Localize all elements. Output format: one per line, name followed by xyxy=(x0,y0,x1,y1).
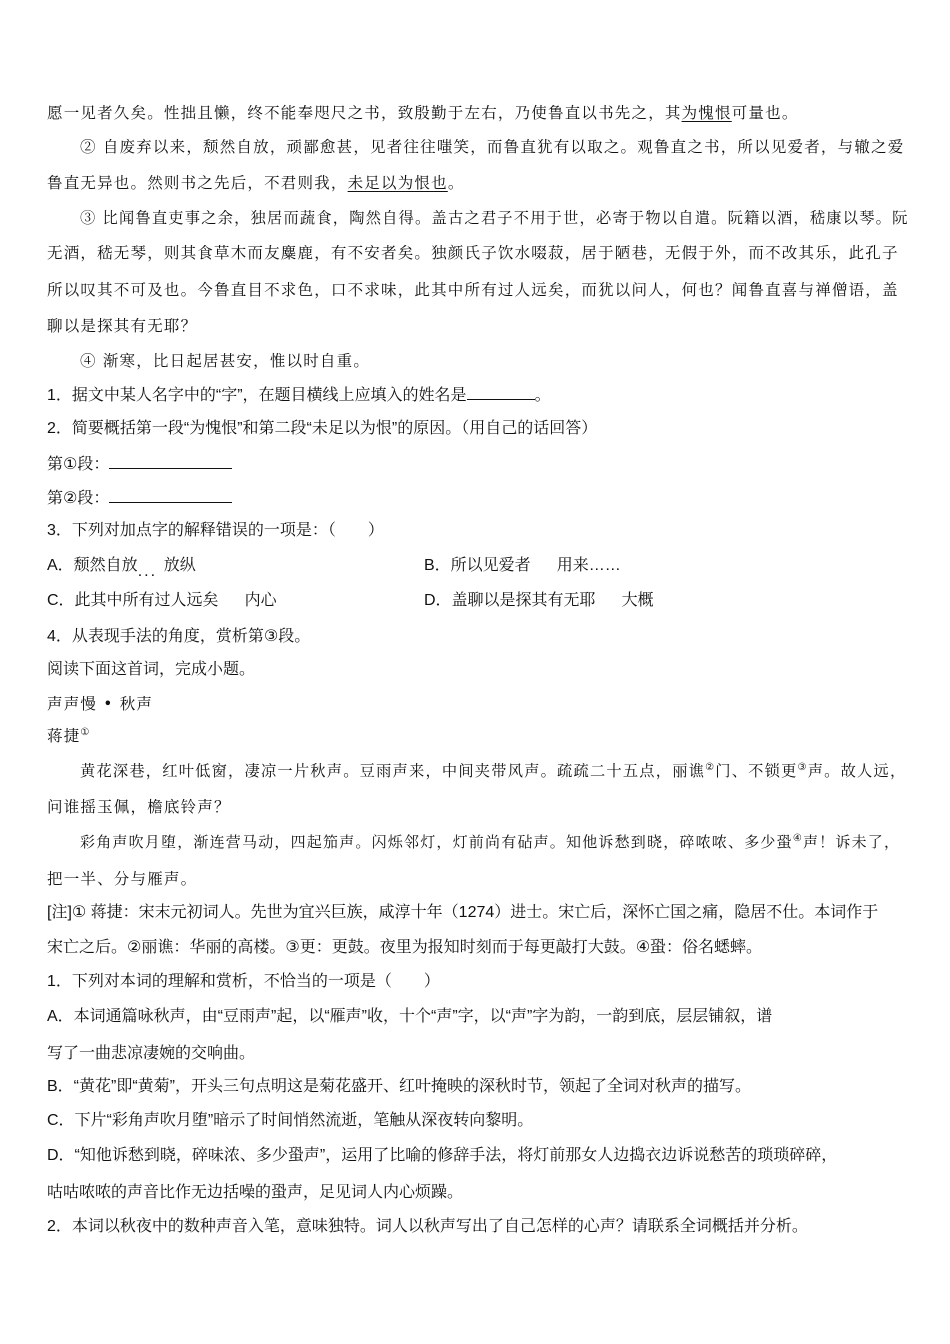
poem-question-2: 2．本词以秋夜中的数种声音入笔，意味独特。词人以秋声写出了自己怎样的心声？请联系全词概括并分析。 xyxy=(47,1218,808,1235)
question-2: 2．简要概括第一段“为愧恨”和第二段“未足以为恨”的原因。（用自己的话回答） xyxy=(47,420,598,437)
poem-author: 蒋捷① xyxy=(47,727,91,745)
poem-note-line-1: [注]① 蒋捷：宋末元初词人。先世为宜兴巨族，咸淳十年（1274）进士。宋亡后，深怀亡国之痛，隐居不仕。本词作于 xyxy=(47,904,879,921)
poem-question-1-option-d-line-1: D．“知他诉愁到晓，碎味浓、多少蛩声”，运用了比喻的修辞手法，将灯前那女人边捣衣边诉说愁苦的琐琐碎碎， xyxy=(47,1147,838,1164)
question-1: 1．据文中某人名字中的“字”，在题目横线上应填入的姓名是 。 xyxy=(47,387,551,404)
question-3-options-row-1 xyxy=(47,556,910,580)
prose-paragraph-4: ④ 渐寒，比日起居甚安，惟以时自重。 xyxy=(80,352,371,370)
question-3: 3．下列对加点字的解释错误的一项是：（ ） xyxy=(47,522,384,539)
poem-question-1: 1．下列对本词的理解和赏析，不恰当的一项是（ ） xyxy=(47,973,440,990)
poem-stanza-1-line-2: 问谁摇玉佩，檐底铃声？ xyxy=(47,798,231,816)
answer-blank[interactable] xyxy=(109,454,232,469)
question-3-options-row-2 xyxy=(47,591,910,611)
poem-question-1-option-b: B．“黄花”即“黄菊”，开头三句点明这是菊花盛开、红叶掩映的深秋时节，领起了全词对秋声的描写。 xyxy=(47,1078,751,1095)
prose-paragraph-2-line-1: ② 自废弃以来，颓然自放，顽鄙愈甚，见者往往嗤笑，而鲁直犹有以取之。观鲁直之书，所以见爱者，与辙之爱 xyxy=(80,138,905,156)
poem-question-1-option-a-line-2: 写了一曲悲凉凄婉的交响曲。 xyxy=(47,1045,256,1062)
answer-blank[interactable] xyxy=(109,488,232,503)
poem-question-1-option-a-line-1: A．本词通篇咏秋声，由“豆雨声”起，以“雁声”收，十个“声”字，以“声”字为韵，一韵到底，层层铺叙，谱 xyxy=(47,1008,773,1025)
poem-stanza-1-line-1: 黄花深巷，红叶低窗，凄凉一片秋声。豆雨声来，中间夹带风声。疏疏二十五点，丽谯②门、不锁更③声。故人远， xyxy=(80,762,907,780)
question-2-answer-a: 第①段： xyxy=(47,454,910,475)
emphasis-dots: ... xyxy=(137,563,158,580)
prose-paragraph-3-line-4: 聊以是探其有无耶？ xyxy=(47,317,198,335)
poem-intro: 阅读下面这首词，完成小题。 xyxy=(47,661,256,678)
poem-question-1-option-d-line-2: 咕咕哝哝的声音比作无边括噪的蛩声，足见词人内心烦躁。 xyxy=(47,1184,464,1201)
question-2-answer-b: 第②段： xyxy=(47,488,910,509)
poem-stanza-2-line-2: 把一半、分与雁声。 xyxy=(47,870,198,888)
prose-paragraph-3-line-1: ③ 比闻鲁直吏事之余，独居而蔬食，陶然自得。盖古之君子不用于世，必寄于物以自遣。阮籍以酒，嵇康以琴。阮 xyxy=(80,209,909,227)
option-b: B．所以见爱者 用来…… xyxy=(424,557,621,574)
footnote-mark: ② xyxy=(705,762,716,773)
prose-paragraph-1-tail: 愿一见者久矣。性拙且懒，终不能奉咫尺之书，致殷勤于左右，乃使鲁直以书先之，其为愧恨可量也。 xyxy=(47,104,799,122)
option-c: C．此其中所有过人远矣 内心 xyxy=(47,592,277,609)
prose-paragraph-2-line-2: 鲁直无异也。然则书之先后，不君则我，未足以为恨也。 xyxy=(47,174,465,192)
underlined-phrase: 未足以为恨也 xyxy=(347,174,448,192)
footnote-mark: ① xyxy=(80,727,91,738)
poem-question-1-option-c: C．下片“彩角声吹月堕”暗示了时间悄然流逝，笔触从深夜转向黎明。 xyxy=(47,1112,534,1129)
answer-blank[interactable] xyxy=(467,385,535,400)
footnote-mark: ③ xyxy=(797,762,808,773)
question-4: 4．从表现手法的角度，赏析第③段。 xyxy=(47,628,311,645)
option-d: D．盖聊以是探其有无耶 大概 xyxy=(424,592,654,609)
prose-paragraph-3-line-2: 无酒，嵇无琴，则其食草木而友麋鹿，有不安者矣。独颜氏子饮水啜菽，居于陋巷，无假于外，而不改其乐，此孔子 xyxy=(47,244,899,262)
footnote-mark: ④ xyxy=(792,833,803,844)
prose-paragraph-3-line-3: 所以叹其不可及也。今鲁直目不求色，口不求味，此其中所有过人远矣，而犹以问人，何也？闻鲁直喜与禅僧语，盖 xyxy=(47,281,899,299)
poem-note-line-2: 宋亡之后。②丽谯：华丽的高楼。③更：更鼓。夜里为报知时刻而于每更敲打大鼓。④蛩：俗名蟋蟀。 xyxy=(47,939,763,956)
poem-title: 声声慢 • 秋声 xyxy=(47,695,154,713)
underlined-phrase: 为愧恨 xyxy=(681,104,732,122)
option-a: A．颓然自放... 放纵 xyxy=(47,557,196,580)
poem-stanza-2-line-1: 彩角声吹月堕，渐连营马动，四起笳声。闪烁邻灯，灯前尚有砧声。知他诉愁到晓，碎哝哝、多少蛩④声！诉未了， xyxy=(80,833,901,851)
